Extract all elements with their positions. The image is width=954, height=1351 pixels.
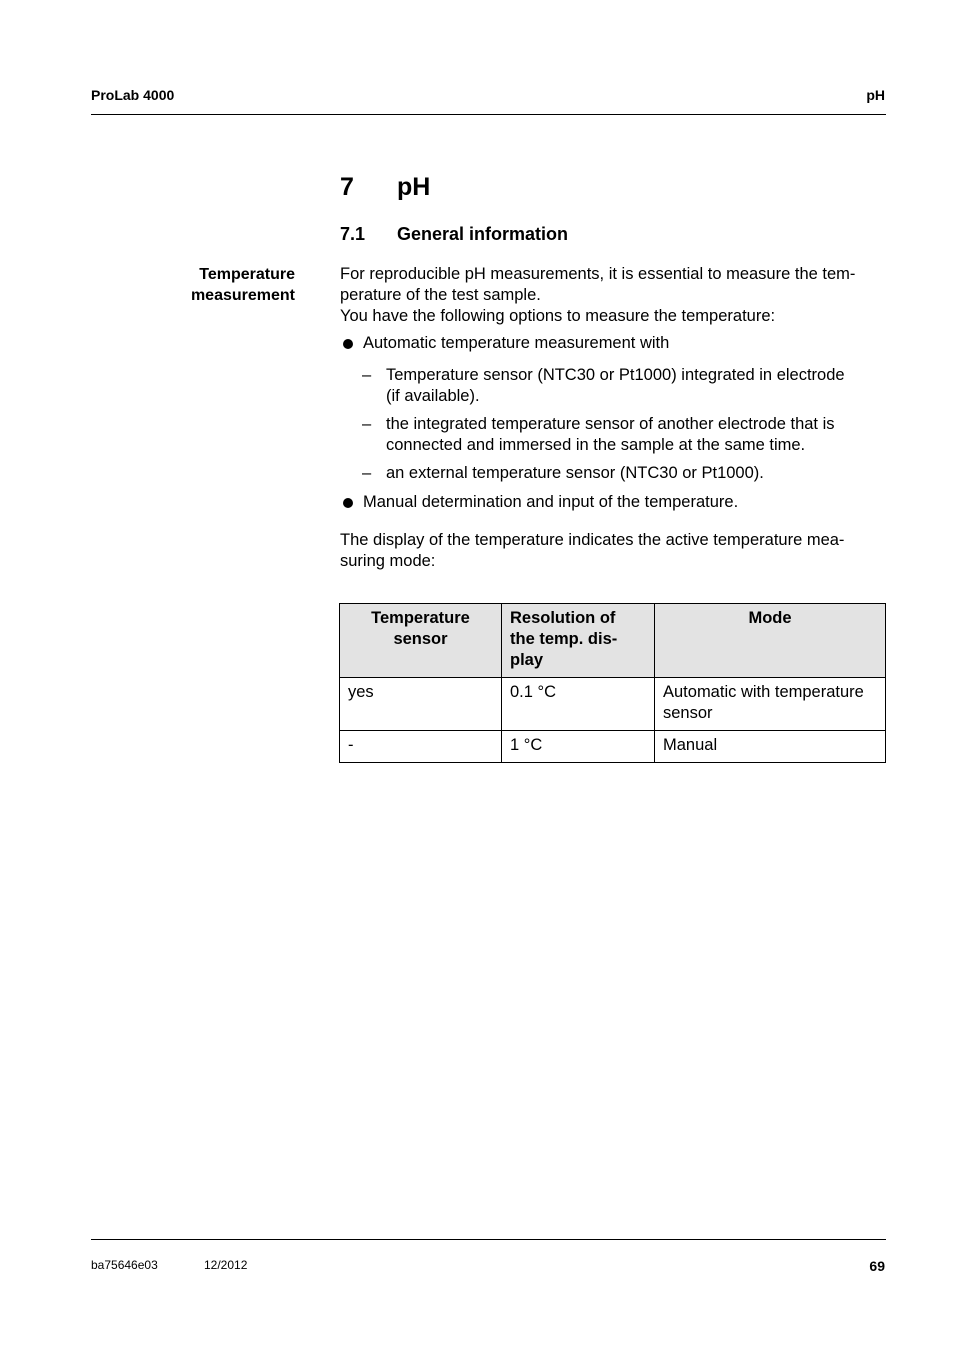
margin-heading-line: measurement	[190, 287, 295, 304]
paragraph-line: The display of the temperature indicates the active temperature mea-	[340, 531, 845, 549]
table-cell-sensor: -	[340, 731, 502, 763]
margin-heading-line: Temperature	[199, 266, 295, 283]
dash-item-line: the integrated temperature sensor of another electrode that is	[386, 415, 835, 433]
header-divider	[91, 114, 886, 115]
header-line: Mode	[748, 609, 792, 627]
header-line: Temperature	[371, 609, 470, 627]
header-product-name: ProLab 4000	[91, 87, 175, 103]
intro-paragraph	[340, 264, 888, 327]
chapter-number: 7	[340, 173, 354, 201]
dash-item-line: Temperature sensor (NTC30 or Pt1000) integrated in electrode	[386, 366, 845, 384]
cell-line: Manual	[663, 736, 718, 754]
dash-item-integrated-sensor	[386, 365, 891, 407]
header-section-name: pH	[866, 87, 885, 103]
footer-date: 12/2012	[204, 1258, 248, 1272]
cell-line: Automatic with temperature	[663, 683, 864, 701]
table-header-row	[340, 604, 886, 678]
table-cell-mode	[655, 731, 886, 763]
table-cell-mode	[655, 678, 886, 731]
header-line: sensor	[393, 630, 448, 648]
table-cell-resolution: 1 °C	[502, 731, 655, 763]
margin-heading	[140, 264, 295, 306]
footer-document-id: ba75646e03	[91, 1258, 158, 1272]
header-line: the temp. dis-	[510, 630, 618, 648]
table-header-cell	[340, 604, 502, 678]
bullet-icon	[343, 498, 353, 508]
table-cell-sensor: yes	[340, 678, 502, 731]
dash-item-line: connected and immersed in the sample at the same time.	[386, 436, 806, 454]
footer-divider	[91, 1239, 886, 1240]
dash-item-external-sensor: an external temperature sensor (NTC30 or Pt1000).	[386, 464, 764, 482]
table-header-cell	[502, 604, 655, 678]
bullet-item-manual: Manual determination and input of the temperature.	[363, 493, 739, 511]
bullet-item-automatic: Automatic temperature measurement with	[363, 334, 670, 352]
paragraph-line: perature of the test sample.	[340, 286, 541, 304]
cell-line: sensor	[663, 704, 713, 722]
dash-marker: –	[362, 366, 372, 384]
table-row	[340, 678, 886, 731]
section-number: 7.1	[340, 224, 366, 244]
dash-item-line: (if available).	[386, 387, 480, 405]
paragraph-line: suring mode:	[340, 552, 436, 570]
header-line: Resolution of	[510, 609, 616, 627]
section-title: General information	[397, 224, 569, 244]
display-paragraph	[340, 530, 888, 572]
table-cell-resolution: 0.1 °C	[502, 678, 655, 731]
chapter-title: pH	[397, 173, 431, 201]
temperature-mode-table	[339, 603, 886, 763]
header-line: play	[510, 651, 544, 669]
table-row	[340, 731, 886, 763]
table-header-cell	[655, 604, 886, 678]
footer-page-number: 69	[869, 1258, 885, 1274]
dash-marker: –	[362, 464, 372, 482]
bullet-icon	[343, 339, 353, 349]
paragraph-line: For reproducible pH measurements, it is essential to measure the tem-	[340, 265, 856, 283]
dash-marker: –	[362, 415, 372, 433]
dash-item-other-electrode	[386, 414, 891, 456]
paragraph-line: You have the following options to measure the temperature:	[340, 307, 776, 325]
